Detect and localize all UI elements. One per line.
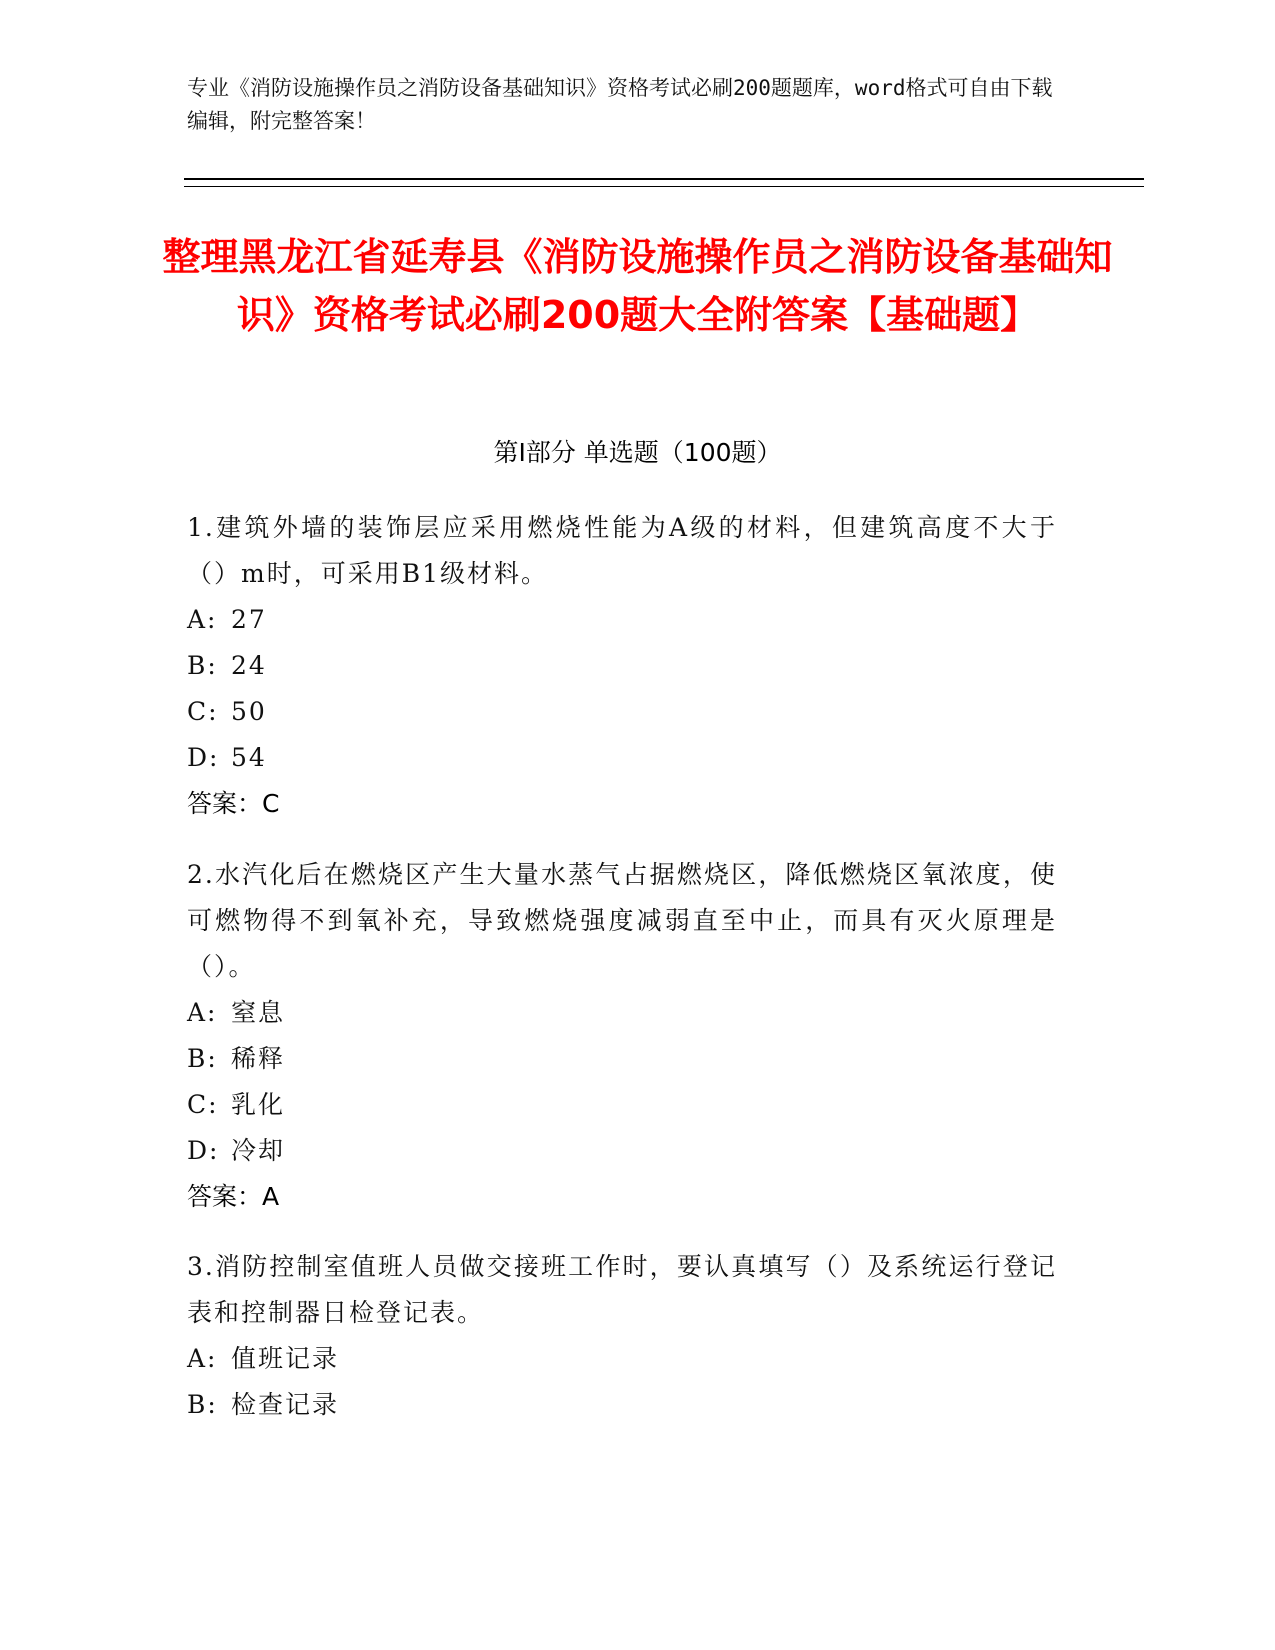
option-letter: C: xyxy=(187,1090,219,1119)
option-text: 24 xyxy=(231,651,267,680)
option-text: 检查记录 xyxy=(231,1390,340,1419)
option-text: 54 xyxy=(231,743,267,772)
option-letter: B: xyxy=(187,1390,218,1419)
option-a xyxy=(187,597,1057,643)
option-c xyxy=(187,1082,1057,1128)
option-b xyxy=(187,643,1057,689)
option-b xyxy=(187,1036,1057,1082)
question-3 xyxy=(187,1244,1057,1428)
option-letter: B: xyxy=(187,651,218,680)
option-b xyxy=(187,1382,1057,1428)
question-text: 1.建筑外墙的装饰层应采用燃烧性能为A级的材料，但建筑高度不大于（）m时，可采用B1级材料。 xyxy=(187,513,1057,588)
option-a xyxy=(187,1336,1057,1382)
option-text: 50 xyxy=(231,697,267,726)
document-title: 整理黑龙江省延寿县《消防设施操作员之消防设备基础知识》资格考试必刷200题大全附答案【基础题】 xyxy=(162,235,1113,337)
option-text: 27 xyxy=(231,605,267,634)
option-text: 稀释 xyxy=(231,1044,286,1073)
option-text: 值班记录 xyxy=(231,1344,340,1373)
option-letter: B: xyxy=(187,1044,218,1073)
option-letter: D: xyxy=(187,743,220,772)
option-letter: D: xyxy=(187,1136,220,1165)
answer-line: 答案：A xyxy=(187,1182,280,1211)
option-letter: A: xyxy=(187,1344,218,1373)
header-divider-thin xyxy=(184,186,1144,187)
option-letter: A: xyxy=(187,605,218,634)
option-letter: C: xyxy=(187,697,219,726)
question-text: 3.消防控制室值班人员做交接班工作时，要认真填写（）及系统运行登记表和控制器日检登记表。 xyxy=(187,1252,1057,1327)
option-d xyxy=(187,735,1057,781)
option-a xyxy=(187,990,1057,1036)
option-text: 窒息 xyxy=(231,998,286,1027)
question-2 xyxy=(187,852,1057,1220)
option-d xyxy=(187,1128,1057,1174)
header-divider-thick xyxy=(184,178,1144,180)
header-note: 专业《消防设施操作员之消防设备基础知识》资格考试必刷200题题库，word格式可自由下载编辑，附完整答案！ xyxy=(187,76,1053,133)
question-text: 2.水汽化后在燃烧区产生大量水蒸气占据燃烧区，降低燃烧区氧浓度，使可燃物得不到氧补充，导致燃烧强度减弱直至中止，而具有灭火原理是（）。 xyxy=(187,860,1057,981)
question-1 xyxy=(187,505,1057,827)
section-title: 第Ⅰ部分 单选题（100题） xyxy=(493,438,782,467)
option-letter: A: xyxy=(187,998,218,1027)
option-text: 乳化 xyxy=(231,1090,286,1119)
option-c xyxy=(187,689,1057,735)
option-text: 冷却 xyxy=(231,1136,286,1165)
answer-line: 答案：C xyxy=(187,789,280,818)
